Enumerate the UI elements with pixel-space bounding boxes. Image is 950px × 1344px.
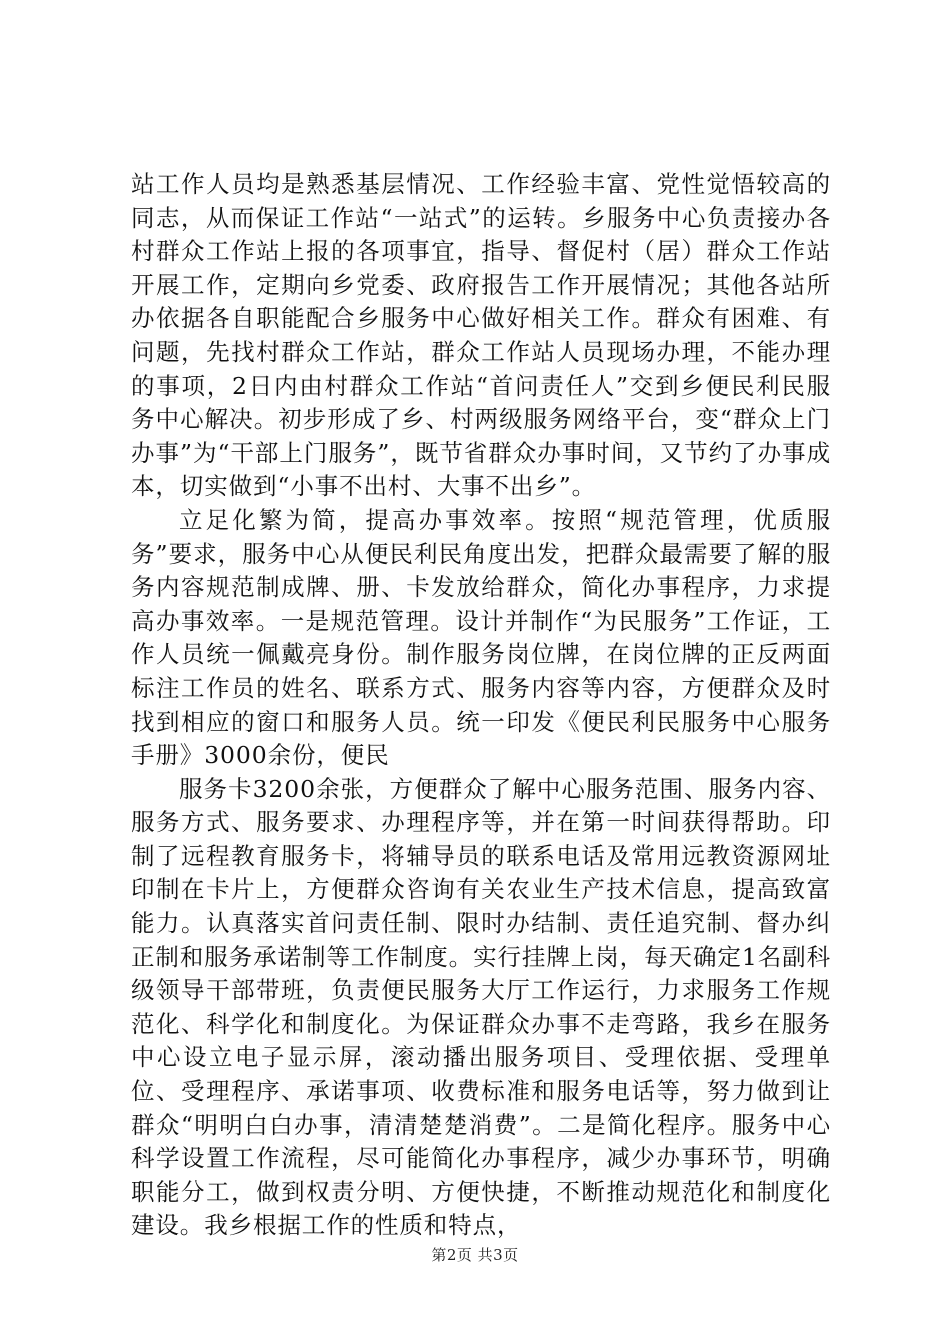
paragraph-2: 立足化繁为简，提高办事效率。按照“规范管理，优质服务”要求，服务中心从便民利民角度出发，把群众最需要了解的服务内容规范制成牌、册、卡发放给群众，简化办事程序，力求提高办事效率。一是规范管理。设计并制作“为民服务”工作证，工作人员统一佩戴亮身份。制作服务岗位牌，在岗位牌的正反两面标注工作员的姓名、联系方式、服务内容等内容，方便群众及时找到相应的窗口和服务人员。统一印发《便民利民服务中心服务手册》3000余份，便民 (131, 505, 831, 770)
page-number-footer: 第2页 共3页 (431, 1246, 519, 1264)
document-body (131, 168, 831, 1243)
paragraph-3: 服务卡3200余张，方便群众了解中心服务范围、服务内容、服务方式、服务要求、办理程序等，并在第一时间获得帮助。印制了远程教育服务卡，将辅导员的联系电话及常用远教资源网址印制在卡片上，方便群众咨询有关农业生产技术信息，提高致富能力。认真落实首问责任制、限时办结制、责任追究制、督办纠正制和服务承诺制等工作制度。实行挂牌上岗，每天确定1名副科级领导干部带班，负责便民服务大厅工作运行，力求服务工作规范化、科学化和制度化。为保证群众办事不走弯路，我乡在服务中心设立电子显示屏，滚动播出服务项目、受理依据、受理单位、受理程序、承诺事项、收费标准和服务电话等，努力做到让群众“明明白白办事，清清楚楚消费”。二是简化程序。服务中心科学设置工作流程，尽可能简化办事程序，减少办事环节，明确职能分工，做到权责分明、方便快捷，不断推动规范化和制度化建设。我乡根据工作的性质和特点， (131, 774, 831, 1240)
paragraph-1: 站工作人员均是熟悉基层情况、工作经验丰富、党性觉悟较高的同志，从而保证工作站“一站式”的运转。乡服务中心负责接办各村群众工作站上报的各项事宜，指导、督促村（居）群众工作站开展工作，定期向乡党委、政府报告工作开展情况；其他各站所办依据各自职能配合乡服务中心做好相关工作。群众有困难、有问题，先找村群众工作站，群众工作站人员现场办理，不能办理的事项，2日内由村群众工作站“首问责任人”交到乡便民利民服务中心解决。初步形成了乡、村两级服务网络平台，变“群众上门办事”为“干部上门服务”，既节省群众办事时间，又节约了办事成本，切实做到“小事不出村、大事不出乡”。 (131, 170, 831, 501)
